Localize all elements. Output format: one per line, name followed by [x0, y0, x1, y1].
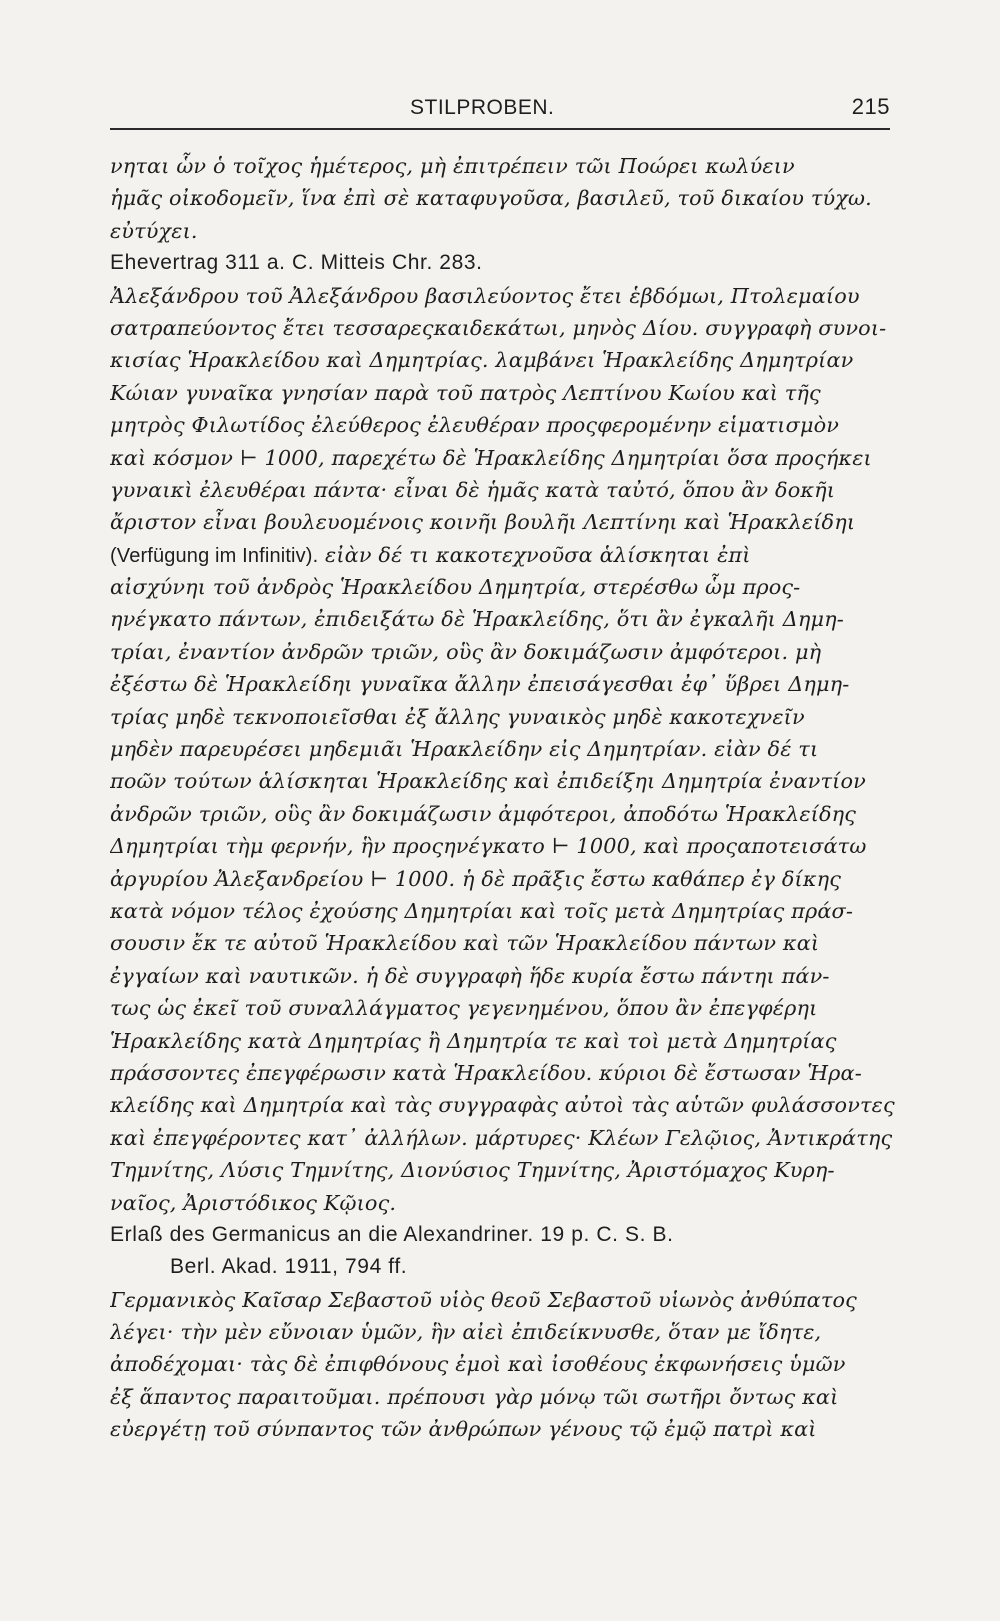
body-text: [110, 150, 895, 1590]
roman-text: (Verfügung im Infinitiv).: [110, 544, 319, 567]
text-line: Ἀλεξάνδρου τοῦ Ἀλεξάνδρου βασιλεύοντος ἔτει ἑβδόμωι, Πτολεμαίου: [110, 283, 860, 308]
header-rule: [110, 128, 890, 130]
text-line: κατὰ νόμον τέλος ἐχούσης Δημητρίαι καὶ τοῖς μετὰ Δημητρίας πράσ-: [110, 898, 854, 923]
text-line: γυναικὶ ἐλευθέραι πάντα· εἶναι δὲ ἡμᾶς κατὰ ταὐτό, ὅπου ἂν δοκῆι: [110, 477, 836, 502]
text-line: Δημητρίαι τὴμ φερνήν, ἣν προςηνέγκατο ⊢ 1000, καὶ προςαποτεισάτω: [110, 834, 867, 859]
text-line: ηνέγκατο πάντων, ἐπιδειξάτω δὲ Ἡρακλείδης, ὅτι ἂν ἐγκαλῆι Δημη-: [110, 607, 844, 632]
text-line: ἡμᾶς οἰκοδομεῖν, ἵνα ἐπὶ σὲ καταφυγοῦσα, βασιλεῦ, τοῦ δικαίου τύχω.: [110, 186, 872, 211]
text-line: Γερμανικὸς Καῖσαρ Σεβαστοῦ υἱὸς θεοῦ Σεβαστοῦ υἱωνὸς ἀνθύπατος: [110, 1287, 857, 1312]
text-line: εὐτύχει.: [110, 218, 198, 243]
text-line: Ἡρακλείδης κατὰ Δημητρίας ἢ Δημητρία τε καὶ τοὶ μετὰ Δημητρίας: [110, 1028, 837, 1053]
text-line: ἀνδρῶν τριῶν, οὓς ἂν δοκιμάζωσιν ἀμφότεροι, ἀποδότω Ἡρακλείδης: [110, 801, 857, 826]
text-line: τως ὡς ἐκεῖ τοῦ συναλλάγματος γεγενημένου, ὅπου ἂν ἐπεγφέρηι: [110, 996, 818, 1021]
section-heading: Ehevertrag 311 a. C. Mitteis Chr. 283.: [110, 251, 483, 275]
greek-text: εἰὰν δέ τι κακοτεχνοῦσα ἁλίσκηται ἐπὶ: [318, 542, 751, 567]
text-line: ναῖος, Ἀριστόδικος Κῷιος.: [110, 1190, 397, 1215]
text-line: ἐξ ἅπαντος παραιτοῦμαι. πρέπουσι γὰρ μόνῳ τῶι σωτῆρι ὄντως καὶ: [110, 1384, 839, 1409]
text-line: σατραπεύοντος ἔτει τεσσαρεςκαιδεκάτωι, μηνὸς Δίου. συγγραφὴ συνοι-: [110, 315, 887, 340]
text-line: λέγει· τὴν μὲν εὔνοιαν ὑμῶν, ἣν αἰεὶ ἐπιδείκνυσθε, ὅταν με ἴδητε,: [110, 1320, 822, 1345]
text-line: εὐεργέτῃ τοῦ σύνπαντος τῶν ἀνθρώπων γένους τῷ ἐμῷ πατρὶ καὶ: [110, 1417, 817, 1442]
text-line: καὶ ἐπεγφέροντες κατ᾽ ἀλλήλων. μάρτυρες· Κλέων Γελῷιος, Ἀντικράτης: [110, 1125, 893, 1150]
text-line: τρίαι, ἐναντίον ἀνδρῶν τριῶν, οὓς ἂν δοκιμάζωσιν ἀμφότεροι. μὴ: [110, 639, 822, 664]
text-line: μηδὲν παρευρέσει μηδεμιᾶι Ἡρακλείδην εἰς Δημητρίαν. εἰὰν δέ τι: [110, 737, 819, 762]
text-line: ἄριστον εἶναι βουλευομένοις κοινῆι βουλῆι Λεπτίνηι καὶ Ἡρακλείδηι: [110, 510, 856, 535]
text-line: αἰσχύνηι τοῦ ἀνδρὸς Ἡρακλείδου Δημητρία, στερέσθω ὧμ προς-: [110, 575, 801, 600]
text-line: ἐξέστω δὲ Ἡρακλείδηι γυναῖκα ἄλλην ἐπεισάγεσθαι ἐφ᾽ ὕβρει Δημη-: [110, 672, 850, 697]
running-head-title: STILPROBEN.: [410, 96, 555, 119]
text-line: σουσιν ἔκ τε αὐτοῦ Ἡρακλείδου καὶ τῶν Ἡρακλείδου πάντων καὶ: [110, 931, 820, 956]
text-line: καὶ κόσμον ⊢ 1000, παρεχέτω δὲ Ἡρακλείδης Δημητρίαι ὅσα προςήκει: [110, 445, 872, 470]
text-line: νηται ὧν ὁ τοῖχος ἡμέτερος, μὴ ἐπιτρέπειν τῶι Ποώρει κωλύειν: [110, 154, 795, 178]
text-line: μητρὸς Φιλωτίδος ἐλεύθερος ἐλευθέραν προςφερομένην εἱματισμὸν: [110, 413, 840, 438]
text-line: Κώιαν γυναῖκα γνησίαν παρὰ τοῦ πατρὸς Λεπτίνου Κωίου καὶ τῆς: [110, 380, 821, 405]
page-number: 215: [851, 94, 890, 119]
text-line: τρίας μηδὲ τεκνοποιεῖσθαι ἐξ ἄλλης γυναικὸς μηδὲ κακοτεχνεῖν: [110, 704, 805, 729]
text-line: κισίας Ἡρακλείδου καὶ Δημητρίας. λαμβάνει Ἡρακλείδης Δημητρίαν: [110, 348, 854, 373]
section-heading: Erlaß des Germanicus an die Alexandriner. 19 p. C. S. B.: [110, 1222, 674, 1246]
text-line: πράσσοντες ἐπεγφέρωσιν κατὰ Ἡρακλείδου. κύριοι δὲ ἔστωσαν Ἡρα-: [110, 1060, 862, 1085]
text-line: ἀργυρίου Ἀλεξανδρείου ⊢ 1000. ἡ δὲ πρᾶξις ἔστω καθάπερ ἐγ δίκης: [110, 866, 842, 891]
running-head: [110, 92, 890, 126]
text-line: ποῶν τούτων ἁλίσκηται Ἡρακλείδης καὶ ἐπιδείξηι Δημητρία ἐναντίον: [110, 769, 866, 794]
text-line: ἀποδέχομαι· τὰς δὲ ἐπιφθόνους ἐμοὶ καὶ ἰσοθέους ἐκφωνήσεις ὑμῶν: [110, 1352, 846, 1377]
section-heading: Berl. Akad. 1911, 794 ff.: [170, 1255, 408, 1279]
text-line: κλείδης καὶ Δημητρία καὶ τὰς συγγραφὰς αὐτοὶ τὰς αὑτῶν φυλάσσοντες: [110, 1093, 895, 1118]
text-line: ἐγγαίων καὶ ναυτικῶν. ἡ δὲ συγγραφὴ ἥδε κυρία ἔστω πάντηι πάν-: [110, 963, 830, 988]
text-line: [110, 539, 895, 571]
text-line: Τημνίτης, Λύσις Τημνίτης, Διονύσιος Τημνίτης, Ἀριστόμαχος Κυρη-: [110, 1158, 835, 1183]
